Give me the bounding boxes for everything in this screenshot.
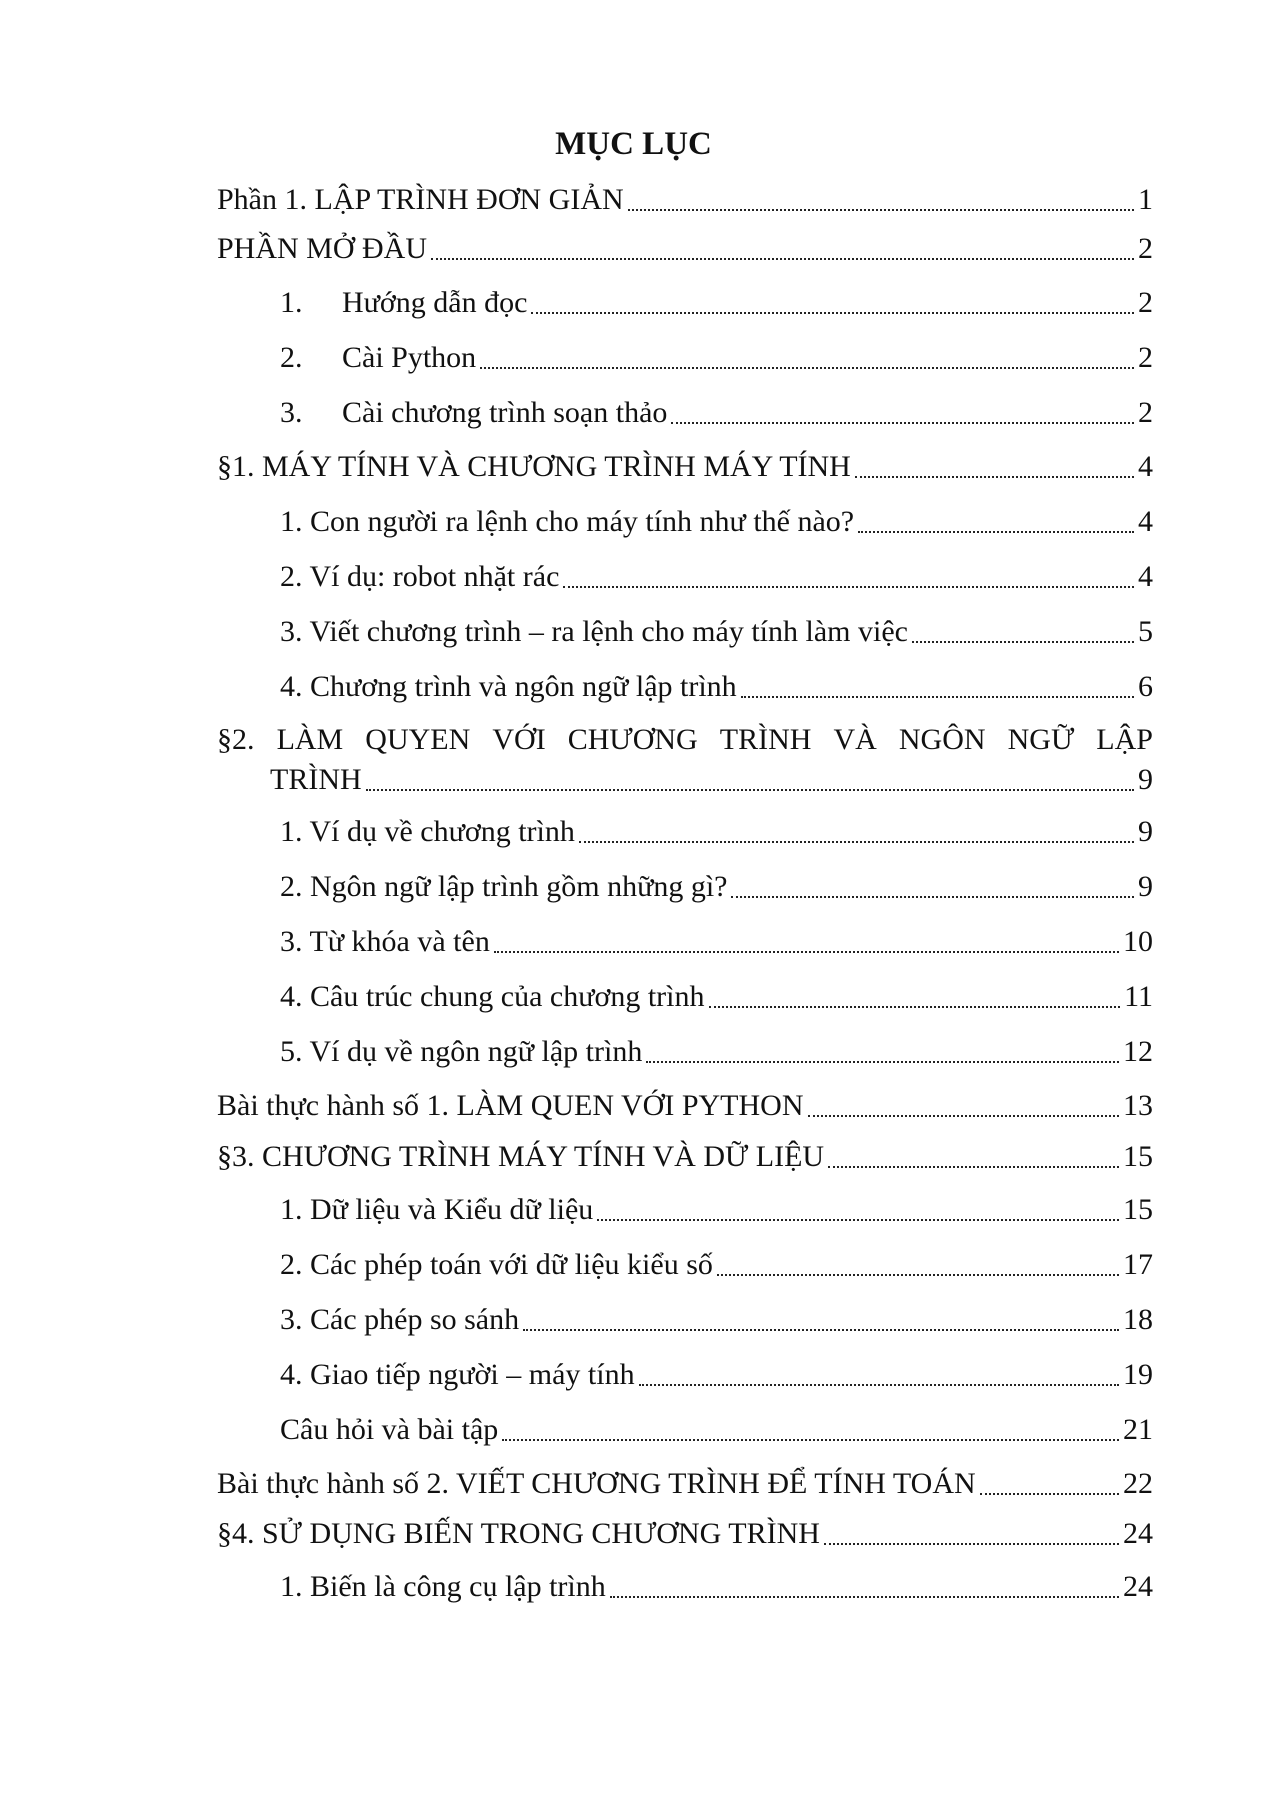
page-title: MỤC LỤC xyxy=(555,126,712,162)
toc-page-number: 12 xyxy=(1123,1035,1153,1068)
toc-page-number: 15 xyxy=(1123,1193,1153,1226)
toc-entry-label: 4. Giao tiếp người – máy tính xyxy=(280,1358,635,1391)
toc-entry[interactable] xyxy=(280,1567,1153,1607)
toc-word: VÀ xyxy=(833,723,877,756)
toc-entry-label: Bài thực hành số 2. VIẾT CHƯƠNG TRÌNH ĐỂ TÍNH TOÁN xyxy=(217,1467,976,1500)
dot-leader xyxy=(628,181,1134,211)
toc-page-number: 1 xyxy=(1138,183,1153,216)
toc-entry-label: 2. Các phép toán với dữ liệu kiểu số xyxy=(280,1248,713,1281)
toc-entry[interactable] xyxy=(217,1464,1153,1504)
toc-entry[interactable] xyxy=(280,1410,1153,1450)
toc-entry-label: 4. Chương trình và ngôn ngữ lập trình xyxy=(280,670,737,703)
toc-entry[interactable] xyxy=(280,922,1153,962)
toc-page-number: 4 xyxy=(1138,505,1153,538)
toc-entry[interactable] xyxy=(217,720,1153,800)
toc-entry[interactable] xyxy=(217,447,1153,487)
toc-page-number: 22 xyxy=(1123,1467,1153,1500)
toc-entry-label: 1. Ví dụ về chương trình xyxy=(280,815,575,848)
dot-leader xyxy=(579,813,1134,843)
toc-page-number: 2 xyxy=(1138,341,1153,374)
toc-entry[interactable] xyxy=(280,977,1153,1017)
dot-leader xyxy=(717,1246,1119,1276)
toc-entry[interactable] xyxy=(280,557,1153,597)
toc-entry-label: §3. CHƯƠNG TRÌNH MÁY TÍNH VÀ DỮ LIỆU xyxy=(217,1140,825,1173)
toc-entry[interactable] xyxy=(280,283,1153,323)
toc-entry[interactable] xyxy=(280,1245,1153,1285)
toc-page-number: 17 xyxy=(1123,1248,1153,1281)
toc-entry[interactable] xyxy=(280,1190,1153,1230)
toc-entry[interactable] xyxy=(217,229,1153,269)
dot-leader xyxy=(858,503,1134,533)
toc-word: NGÔN xyxy=(898,723,986,756)
toc-page-number: 21 xyxy=(1123,1413,1153,1446)
toc-entry[interactable] xyxy=(280,867,1153,907)
dot-leader xyxy=(431,230,1134,260)
toc-entry-continuation xyxy=(217,760,1153,800)
toc-entry-label-cont: TRÌNH xyxy=(270,763,362,796)
toc-page-number: 10 xyxy=(1123,925,1153,958)
dot-leader xyxy=(563,558,1134,588)
dot-leader xyxy=(731,868,1134,898)
toc-page-number: 18 xyxy=(1123,1303,1153,1336)
toc-entry[interactable] xyxy=(280,393,1153,433)
toc-entry-label: 2. Ngôn ngữ lập trình gồm những gì? xyxy=(280,870,728,903)
toc-page-number: 13 xyxy=(1123,1089,1153,1122)
toc-entry[interactable] xyxy=(280,612,1153,652)
toc-entry[interactable] xyxy=(217,180,1153,220)
toc-page-number: 2 xyxy=(1138,232,1153,265)
toc-page-number: 15 xyxy=(1123,1140,1153,1173)
toc-entry-label: 2. Ví dụ: robot nhặt rác xyxy=(280,560,560,593)
toc-page-number: 19 xyxy=(1123,1358,1153,1391)
toc-entry-text: Hướng dẫn đọc xyxy=(342,286,528,319)
toc-entry[interactable] xyxy=(280,667,1153,707)
toc-word: QUYEN xyxy=(365,723,471,756)
toc-entry-label: 3. Từ khóa và tên xyxy=(280,925,490,958)
dot-leader xyxy=(597,1191,1119,1221)
toc-word: LẬP xyxy=(1096,723,1153,756)
toc-entry-label: 1. Dữ liệu và Kiểu dữ liệu xyxy=(280,1193,594,1226)
dot-leader xyxy=(502,1411,1119,1441)
dot-leader xyxy=(610,1568,1119,1598)
toc-entry-number: 2. xyxy=(280,341,303,374)
dot-leader xyxy=(671,394,1134,424)
toc-page-number: 11 xyxy=(1124,980,1153,1013)
toc-entry[interactable] xyxy=(280,1032,1153,1072)
dot-leader xyxy=(366,761,1134,791)
dot-leader xyxy=(828,1138,1119,1168)
toc-word: LÀM xyxy=(276,723,344,756)
toc-entry-label: §4. SỬ DỤNG BIẾN TRONG CHƯƠNG TRÌNH xyxy=(217,1517,820,1550)
toc-entry-text: Cài Python xyxy=(342,341,477,374)
toc-entry-label: §1. MÁY TÍNH VÀ CHƯƠNG TRÌNH MÁY TÍNH xyxy=(217,450,851,483)
toc-entry[interactable] xyxy=(217,1514,1153,1554)
dot-leader xyxy=(646,1033,1119,1063)
dot-leader xyxy=(980,1465,1119,1495)
toc-entry[interactable] xyxy=(280,812,1153,852)
dot-leader xyxy=(741,668,1134,698)
toc-entry[interactable] xyxy=(280,1300,1153,1340)
toc-word: §2. xyxy=(217,723,255,756)
toc-entry[interactable] xyxy=(280,502,1153,542)
toc-page-number: 9 xyxy=(1138,870,1153,903)
toc-entry-label: Bài thực hành số 1. LÀM QUEN VỚI PYTHON xyxy=(217,1089,804,1122)
toc-word: NGỮ xyxy=(1007,723,1075,756)
dot-leader xyxy=(912,613,1134,643)
toc-page-number: 2 xyxy=(1138,396,1153,429)
toc-entry-label: 5. Ví dụ về ngôn ngữ lập trình xyxy=(280,1035,643,1068)
toc-entry-label: 3. Các phép so sánh xyxy=(280,1303,520,1336)
toc-entry-label: 1. Biến là công cụ lập trình xyxy=(280,1570,606,1603)
toc-page-number: 4 xyxy=(1138,450,1153,483)
dot-leader xyxy=(824,1515,1119,1545)
toc-entry[interactable] xyxy=(217,1137,1153,1177)
toc-entry-label: 1. Con người ra lệnh cho máy tính như thế nào? xyxy=(280,505,855,538)
dot-leader xyxy=(531,284,1134,314)
toc-entry-label: PHẦN MỞ ĐẦU xyxy=(217,232,428,265)
dot-leader xyxy=(808,1087,1120,1117)
toc-page-number: 2 xyxy=(1138,286,1153,319)
toc-word: TRÌNH xyxy=(719,723,812,756)
toc-page-number: 9 xyxy=(1138,815,1153,848)
toc-entry-label xyxy=(280,338,476,378)
toc-word: CHƯƠNG xyxy=(567,723,698,756)
toc-entry[interactable] xyxy=(280,338,1153,378)
dot-leader xyxy=(494,923,1119,953)
toc-entry-label xyxy=(280,283,527,323)
toc-word: VỚI xyxy=(492,723,546,756)
toc-entry-text: Cài chương trình soạn thảo xyxy=(342,396,668,429)
toc-page-number: 24 xyxy=(1123,1517,1153,1550)
toc-entry-label: Phần 1. LẬP TRÌNH ĐƠN GIẢN xyxy=(217,183,624,216)
toc-entry-number: 1. xyxy=(280,286,303,319)
dot-leader xyxy=(855,448,1134,478)
toc-entry-label xyxy=(217,720,1153,760)
toc-entry-label xyxy=(280,393,667,433)
toc-page-number: 24 xyxy=(1123,1570,1153,1603)
dot-leader xyxy=(480,339,1134,369)
toc-page-number: 4 xyxy=(1138,560,1153,593)
toc-page-number: 6 xyxy=(1138,670,1153,703)
toc-entry[interactable] xyxy=(280,1355,1153,1395)
toc-page-number: 5 xyxy=(1138,615,1153,648)
toc-page-number: 9 xyxy=(1138,763,1153,796)
dot-leader xyxy=(523,1301,1119,1331)
dot-leader xyxy=(639,1356,1119,1386)
toc-entry-number: 3. xyxy=(280,396,303,429)
dot-leader xyxy=(709,978,1121,1008)
toc-entry-label: 4. Câu trúc chung của chương trình xyxy=(280,980,705,1013)
toc-entry-label: Câu hỏi và bài tập xyxy=(280,1413,499,1446)
toc-entry-label: 3. Viết chương trình – ra lệnh cho máy tính làm việc xyxy=(280,615,908,648)
toc-entry[interactable] xyxy=(217,1086,1153,1126)
